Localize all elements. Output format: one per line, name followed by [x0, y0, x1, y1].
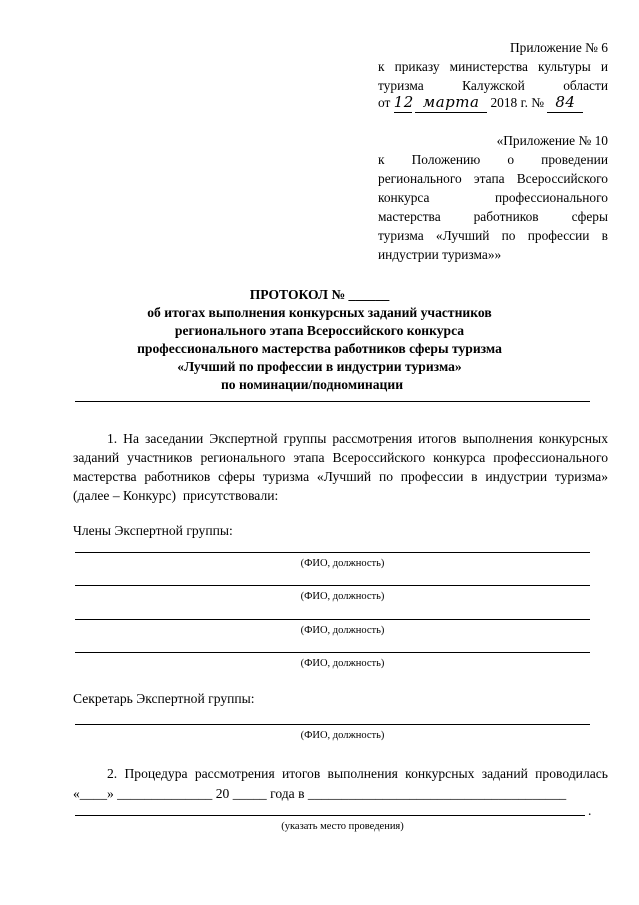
section1-line-4: (далее – Конкурс) присутствовали: [73, 488, 279, 503]
title-line-5: «Лучший по профессии в индустрии туризма» [177, 359, 462, 374]
member-caption-4: (ФИО, должность) [300, 658, 385, 669]
member-line-3 [75, 619, 590, 620]
appendix-title: Приложение № 6 [509, 40, 608, 55]
ref-line-3: регионального этапа Всероссийского [378, 171, 608, 186]
date-prefix: от [378, 95, 391, 110]
member-line-4 [75, 652, 590, 653]
venue-period: . [588, 803, 592, 818]
order-number: 84 [547, 93, 583, 113]
venue-caption: (указать место проведения) [281, 821, 404, 832]
secretary-line [75, 724, 590, 725]
ref-line-7: индустрии туризма»» [378, 247, 502, 262]
member-line-1 [75, 552, 590, 553]
section1-line-3: мастерства работников сферы туризма «Лучший по профессии в индустрии туризма» [73, 469, 608, 484]
section1-line-2: заданий участников регионального этапа Всероссийского конкурса профессионального [73, 450, 608, 465]
title-line-6: по номинации/подноминации [220, 377, 404, 392]
nomination-line [75, 401, 590, 402]
appendix-order-line: к приказу министерства культуры и [378, 59, 608, 74]
title-line-3: регионального этапа Всероссийского конкурса [174, 323, 465, 338]
ref-line-4: конкурса профессионального [378, 190, 608, 205]
ref-line-2: к Положению о проведении [378, 152, 608, 167]
appendix-date-line [378, 93, 618, 113]
section2-line-2: «____» ______________ 20 _____ года в ______________________________________ [73, 786, 567, 801]
section1-line-1: 1. На заседании Экспертной группы рассмотрения итогов выполнения конкурсных [107, 431, 608, 446]
date-day: 12 [393, 93, 414, 111]
member-caption-2: (ФИО, должность) [300, 591, 385, 602]
ref-appendix-title: «Приложение № 10 [496, 133, 608, 148]
title-line-4: профессионального мастерства работников сферы туризма [137, 341, 502, 356]
members-label: Члены Экспертной группы: [73, 523, 233, 538]
ref-line-6: туризма «Лучший по профессии в [378, 228, 608, 243]
appendix-ministry-line: туризма Калужской области [378, 78, 608, 93]
member-caption-1: (ФИО, должность) [300, 558, 385, 569]
protocol-title: ПРОТОКОЛ № ______ [249, 287, 390, 302]
secretary-label: Секретарь Экспертной группы: [73, 691, 255, 706]
ref-line-5: мастерства работников сферы [378, 209, 608, 224]
member-line-2 [75, 585, 590, 586]
member-caption-3: (ФИО, должность) [300, 625, 385, 636]
venue-line [75, 815, 585, 816]
title-line-2: об итогах выполнения конкурсных заданий участников [147, 305, 492, 320]
date-year: 2018 г. № [490, 95, 545, 110]
secretary-caption: (ФИО, должность) [300, 730, 385, 741]
date-month: марта [415, 93, 487, 113]
section2-line-1: 2. Процедура рассмотрения итогов выполнения конкурсных заданий проводилась [107, 766, 608, 781]
